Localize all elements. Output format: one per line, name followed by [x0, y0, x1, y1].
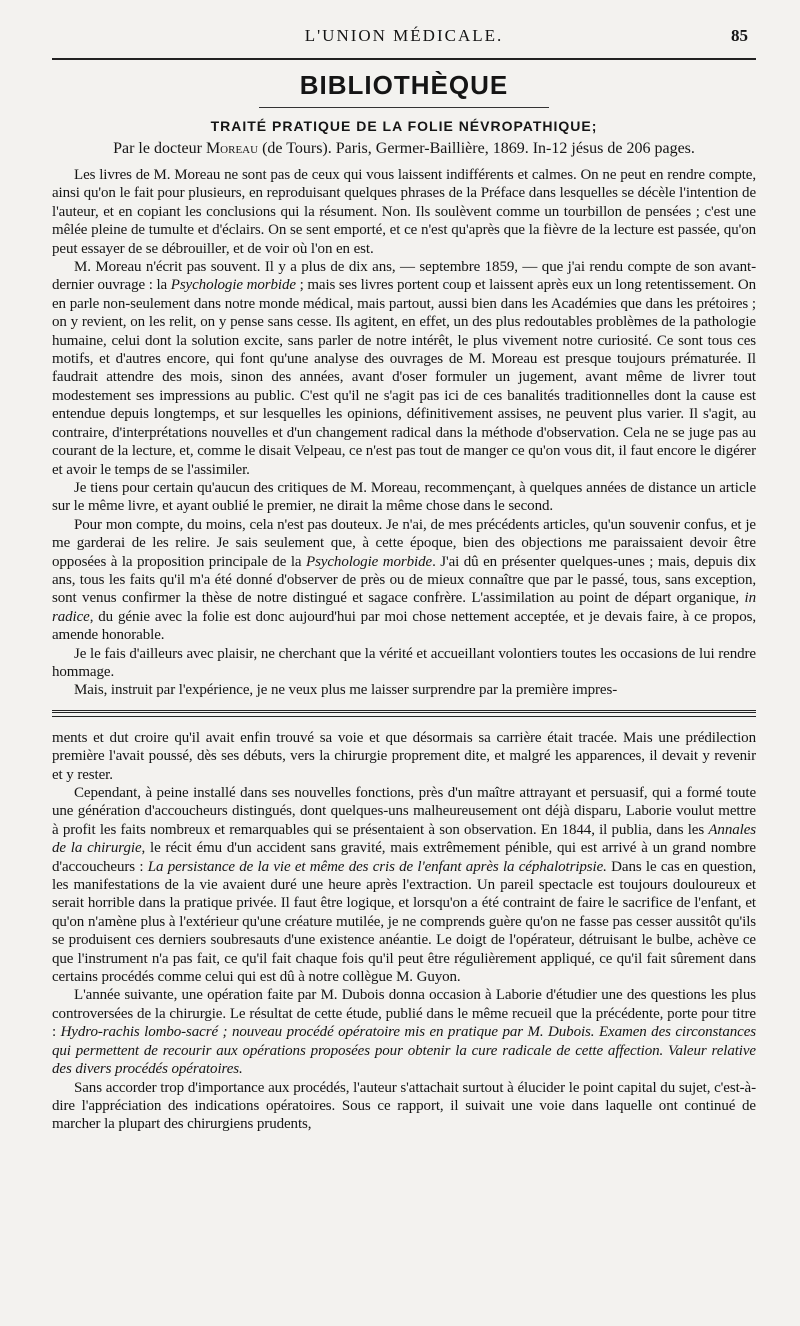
italic-title: Psychologie morbide	[170, 277, 296, 294]
italic-title: La persistance de la vie et même des cris de l'enfant après la céphalotripsie.	[147, 858, 607, 875]
journal-title: L'UNION MÉDICALE.	[304, 26, 504, 45]
text-run: L'année suivante, une opération faite par M. Dubois donna occasion à Laborie d'étudier une des questions les plus controversées de la chirurgie. Le résultat de cette étude, publié dans le même recueil que la précédente, porte pour titre :	[52, 987, 756, 1041]
running-head	[52, 22, 756, 52]
review-paragraph-5: Je le fais d'ailleurs avec plaisir, ne cherchant que la vérité et accueillant volontiers toutes les occasions de lui rendre hommage.	[52, 645, 756, 680]
text-run: Pour mon compte, du moins, cela n'est pas douteux. Je n'ai, de mes précédents articles, qu'un souvenir confus, et je me garderai de les relire. Je sais seulement que, à cette époque, bien des objections me paraissaient devoir être opposées à la proposition principale de la	[52, 516, 756, 570]
review-paragraph-6: Mais, instruit par l'expérience, je ne veux plus me laisser surprendre par la première impres-	[74, 682, 618, 699]
lower-paragraph-2	[52, 784, 756, 986]
review-paragraph-2	[52, 258, 756, 479]
header-rule	[52, 58, 756, 60]
text-run: Dans le cas en question, les manifestations de la vie avaient duré une heure après l'extraction. Un pareil spectacle est toujours douloureux et serait horrible dans la pratique privée. Il faut être logique, et lorsqu'on a été contraint de faire le sacrifice de l'enfant, et qu'on n'amène plus à l'extérieur qu'une créature mutilée, je ne comprends guère qu'on ne fasse pas cesser aussitôt qu'ils se produisent ces derniers soubresauts d'une existence anéantie. Le doigt de l'opérateur, détruisant le bulbe, achève ce que l'instrument n'a pas fait, ce qu'il fait chaque fois qu'il peut être régulièrement appliqué, ce qu'il fait sûrement dans certains procédés comme celui qui est dû à notre collègue M. Guyon.	[52, 858, 756, 986]
text-run: ; mais ses livres portent coup et laissent après eux un long retentissement. On en parle non-seulement dans notre monde médical, mais partout, aussi bien dans les Académies que dans les prétoires ; on y revient, on les relit, on y pense sans cesse. Ils agitent, en effet, un des plus redoutables problèmes de la pathologie humaine, celui dont la solution excite, sans parler de notre intérêt, le plus vivement notre curiosité. Ce sont tous ces motifs, et d'autres encore, qui font qu'une analyse des ouvrages de M. Moreau est presque toujours prématurée. Il faudrait attendre des mois, sinon des années, avant d'oser formuler un jugement, avant même de livrer tout modestement ses impressions au public. C'est qu'il ne s'agit pas ici de ces banalités traditionnelles dont la cause est entendue depuis longtemps, et sur lesquelles les opinions, définitivement assises, ne peuvent plus varier. Il s'agit, au contraire, d'interprétations nouvelles et d'un changement radical dans la méthode d'observation. Cela ne se juge pas au courant de la lecture, et, comme le disait Velpeau, ce n'est pas tout de manger ce qu'on vous dit, il faut encore le digérer et avoir le temps de se l'assimiler.	[52, 277, 756, 478]
lower-paragraph-4: Sans accorder trop d'importance aux procédés, l'auteur s'attachait surtout à élucider le point capital du sujet, c'est-à-dire l'appréciation des indications opératoires. Sous ce rapport, il suivait une voie dans laquelle ont continué de marcher la plupart des chirurgiens prudents,	[52, 1079, 756, 1133]
text-run: . J'ai dû en présenter quelques-unes ; mais, depuis dix ans, tous les faits qu'il m'a été donné d'observer de près ou de mieux connaître que par le passé, tous, sans exception, sont venus confirmer la thèse de notre distingué et sagace confrère. L'assimilation au point de départ organique,	[52, 553, 757, 607]
review-text	[52, 166, 756, 700]
section-title: BIBLIOTHÈQUE	[299, 70, 509, 100]
title-rule	[259, 107, 549, 108]
review-paragraph-1: Les livres de M. Moreau ne sont pas de ceux qui vous laissent indifférents et calmes. On ne peut en rendre compte, ainsi qu'on le fait pour plusieurs, en reproduisant quelques phrases de la Préface dans lesquelles se décèle l'intention de l'auteur, et en copiant les conclusions qui la résument. Non. Ils soulèvent comme un tourbillon de pensées ; c'est une mêlée pleine de tumulte et d'éclairs. On se sent emporté, et ce n'est qu'après que la fièvre de la lecture est passée, qu'on peut essayer de se débrouiller, et de voir où l'on en est.	[52, 167, 756, 257]
section-divider	[52, 710, 756, 717]
text-run: Cependant, à peine installé dans ses nouvelles fonctions, près d'un maître attrayant et persuasif, qui a formé toute une génération d'accoucheurs distingués, dont quelques-uns malheureusement ont déjà disparu, Laborie voulut mettre à profit les faits nombreux et remarquables qui se présentaient à son observation. En 1844, il publia, dans les	[52, 785, 756, 838]
book-title: TRAITÉ PRATIQUE DE LA FOLIE NÉVROPATHIQUE;	[210, 118, 598, 134]
review-paragraph-4	[52, 516, 756, 645]
byline-details: (de Tours). Paris, Germer-Baillière, 1869. In-12 jésus de 206 pages.	[258, 140, 695, 157]
author-name: Moreau	[205, 140, 259, 157]
italic-title: Hydro-rachis lombo-sacré ; nouveau procédé opératoire mis en pratique par M. Dubois. Examen des circonstances qui permettent de recourir aux opérations proposées pour obtenir la cure radicale de cette affection. Valeur relative des divers procédés opératoires.	[52, 1024, 756, 1078]
italic-title: Psychologie morbide	[306, 553, 433, 570]
book-byline	[52, 140, 756, 158]
lower-paragraph-1: ments et dut croire qu'il avait enfin trouvé sa voie et que désormais sa carrière était tracée. Mais une prédilection première l'avait poussé, dès ses débuts, vers la chirurgie proprement dite, et malgré les apparences, il devait y revenir et y rester.	[52, 729, 756, 783]
text-run: M. Moreau n'écrit pas souvent. Il y a plus de dix ans, — septembre 1859, — que j'ai rendu compte de son avant-dernier ouvrage : la	[52, 259, 756, 294]
lower-paragraph-3	[52, 986, 756, 1078]
italic-title: Annales de la chirurgie	[52, 821, 756, 857]
byline-prefix: Par le docteur	[113, 140, 206, 157]
italic-phrase: in radice	[52, 590, 756, 625]
text-run: , le récit ému d'un accident sans gravité, mais extrêmement pénible, qui est arrivé à un grand nombre d'accoucheurs :	[52, 840, 756, 875]
review-paragraph-3: Je tiens pour certain qu'aucun des critiques de M. Moreau, recommençant, à quelques années de distance un article sur le même livre, et ayant oublié le premier, ne dirait la même chose dans le second.	[52, 479, 756, 515]
text-run: , du génie avec la folie est donc aujourd'hui par moi chose nettement acceptée, et je devais faire, à ce propos, amende honorable.	[52, 608, 756, 644]
page-number: 85	[731, 26, 748, 45]
continued-text	[52, 729, 756, 1134]
